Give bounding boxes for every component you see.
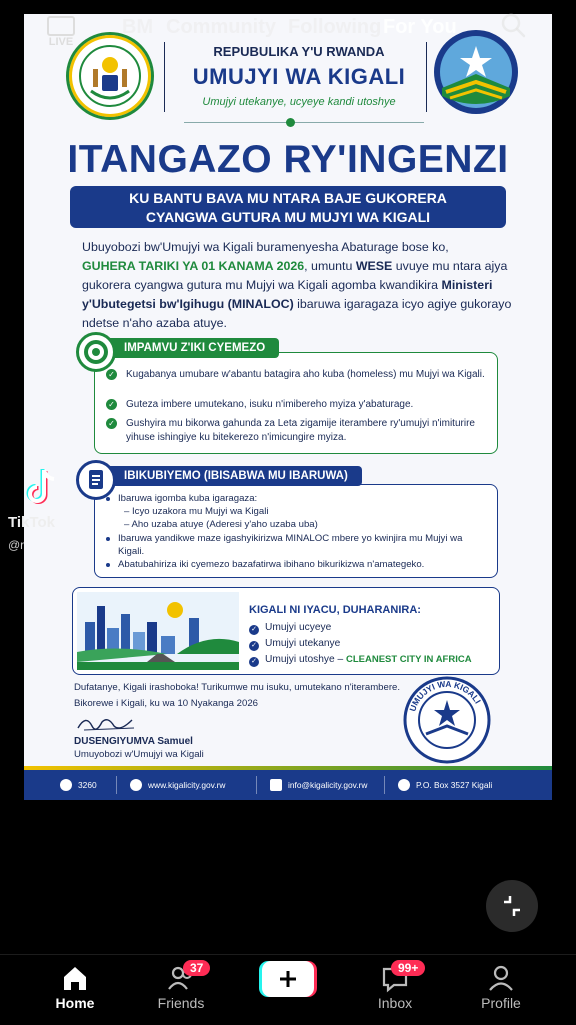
header-motto: Umujyi utekanye, ucyeye kandi utoshye (202, 96, 396, 108)
requirement-sub-2: – Aho uzaba atuye (Aderesi y'aho uzaba uba) (124, 519, 318, 530)
check-icon: ✓ (249, 625, 259, 635)
city-skyline-icon (77, 592, 239, 670)
footer-email: info@kigalicity.gov.rw (270, 779, 367, 791)
location-pin-icon (398, 779, 410, 791)
footer-phone: 3260 (60, 779, 97, 791)
city-goal-3: ✓ Umujyi utoshye – CLEANEST CITY IN AFRICA (249, 654, 472, 667)
watermark-username: @r (8, 538, 25, 552)
intro-text-1: Ubuyobozi bw'Umujyi wa Kigali buramenyesha Abaturage bose ko, (82, 240, 449, 254)
tab-bm[interactable]: BM (122, 16, 154, 38)
document-icon (76, 460, 116, 500)
header-divider-right (426, 42, 427, 112)
tab-community[interactable]: Community (166, 16, 276, 38)
nav-home[interactable]: Home (35, 963, 115, 1011)
footer-po: P.O. Box 3527 Kigali (398, 779, 492, 791)
intro-wese: WESE (355, 259, 393, 273)
header-country: REPUBULIKA Y'U RWANDA (213, 44, 385, 59)
mail-icon (270, 779, 282, 791)
city-slogan-box (72, 587, 500, 675)
live-button[interactable]: LIVE (44, 16, 78, 44)
header-divider-left (164, 42, 165, 112)
city-goal-1: ✓ Umujyi ucyeye (249, 622, 331, 635)
check-icon: ✓ (249, 641, 259, 651)
collapse-arrows-icon (486, 880, 538, 932)
nav-friends[interactable]: Friends (141, 963, 221, 1011)
check-icon: ✓ (106, 369, 117, 380)
intro-text-2: , umuntu (304, 259, 356, 273)
footer-web: www.kigalicity.gov.rw (130, 779, 225, 791)
city-goal-2: ✓ Umujyi utekanye (249, 638, 340, 651)
requirement-item-3: Abatubahiriza iki cyemezo bazafatirwa ibihano bikurikizwa n'amategeko. (106, 558, 486, 571)
phone-icon (60, 779, 72, 791)
check-icon: ✓ (106, 418, 117, 429)
rwanda-emblem (66, 32, 154, 120)
globe-icon (130, 779, 142, 791)
notice-title: ITANGAZO RY'INGENZI (67, 138, 509, 181)
closing-line-1: Dufatanye, Kigali irashoboka! Turikumwe mu isuku, umutekano n'iterambere. (74, 682, 401, 693)
reason-item-1: ✓ Kugabanya umubare w'abantu batagira aho kuba (homeless) mu Mujyi wa Kigali. (106, 368, 486, 382)
intro-date: GUHERA TARIKI YA 01 KANAMA 2026 (82, 259, 305, 273)
reason-item-2: ✓ Guteza imbere umutekano, isuku n'imibereho myiza y'abaturage. (106, 398, 486, 412)
header-city: UMUJYI WA KIGALI (192, 64, 406, 89)
friends-badge: 37 (183, 960, 210, 976)
home-icon (60, 963, 90, 993)
intro-text-3: uvuye mu ntara ajya gukorera cyangwa gutura mu Mujyi wa Kigali agomba kwandikira (82, 259, 508, 292)
tab-following[interactable]: Following (288, 16, 382, 38)
target-icon (76, 332, 116, 372)
create-post-button[interactable] (259, 961, 317, 999)
bottom-nav (0, 954, 576, 1025)
tab-for-you[interactable]: For You (383, 16, 457, 38)
top-feed-bar (0, 10, 576, 48)
intro-ministry: Ministeri y'Ubutegetsi bw'Igihugu (MINALOC) (82, 278, 493, 311)
city-seal-icon (402, 674, 492, 766)
rwanda-emblem-icon (69, 35, 151, 117)
requirements-label: IBIKUBIYEMO (IBISABWA MU IBARUWA) (94, 466, 362, 486)
search-icon[interactable] (500, 12, 526, 38)
requirement-sub-1: – Icyo uzakora mu Mujyi wa Kigali (124, 506, 269, 517)
intro-text-4: ibaruwa igaragaza icyo agiye gukorayo ndetse n'aho azaba atuye. (82, 297, 512, 330)
intro-paragraph (82, 238, 512, 333)
contact-footer (24, 770, 552, 800)
seal-text: UMUJYI WA KIGALI (407, 678, 483, 713)
reasons-label: IMPAMVU Z'IKI CYEMEZO (94, 338, 279, 358)
profile-icon (486, 963, 516, 993)
header-rule (184, 122, 424, 123)
nav-profile[interactable]: Profile (461, 963, 541, 1011)
reason-item-3: ✓ Gushyira mu bikorwa gahunda za Leta zigamije iterambere ry'umujyi n'imiturire yihuse ishingiye ku bitekerezo n'imicungire myiza. (106, 417, 486, 445)
tv-icon (47, 16, 75, 36)
nav-inbox[interactable]: Inbox (355, 963, 435, 1011)
notice-poster (24, 14, 552, 800)
requirement-item-2: Ibaruwa yandikwe maze igashyikirizwa MINALOC mbere yo kwinjira mu Mujyi wa Kigali. (106, 532, 486, 558)
inbox-badge: 99+ (391, 960, 425, 976)
collapse-button[interactable] (486, 880, 538, 932)
notice-banner (70, 186, 506, 228)
signer-name: DUSENGIYUMVA Samuel (74, 736, 193, 747)
tiktok-logo-icon (22, 466, 62, 510)
signature-icon (74, 712, 144, 736)
closing-line-2: Bikorewe i Kigali, ku wa 10 Nyakanga 2026 (74, 698, 258, 709)
tiktok-watermark: TikTok (8, 514, 55, 531)
banner-line-2: CYANGWA GUTURA MU MUJYI WA KIGALI (145, 209, 431, 225)
requirement-item-1: Ibaruwa igomba kuba igaragaza: (106, 492, 486, 505)
banner-line-1: KU BANTU BAVA MU NTARA BAJE GUKORERA (129, 190, 447, 206)
signer-role: Umuyobozi w'Umujyi wa Kigali (74, 749, 204, 760)
header-dot (286, 118, 295, 127)
city-slogan-heading: KIGALI NI IYACU, DUHARANIRA: (249, 604, 421, 616)
check-icon: ✓ (249, 657, 259, 667)
check-icon: ✓ (106, 399, 117, 410)
